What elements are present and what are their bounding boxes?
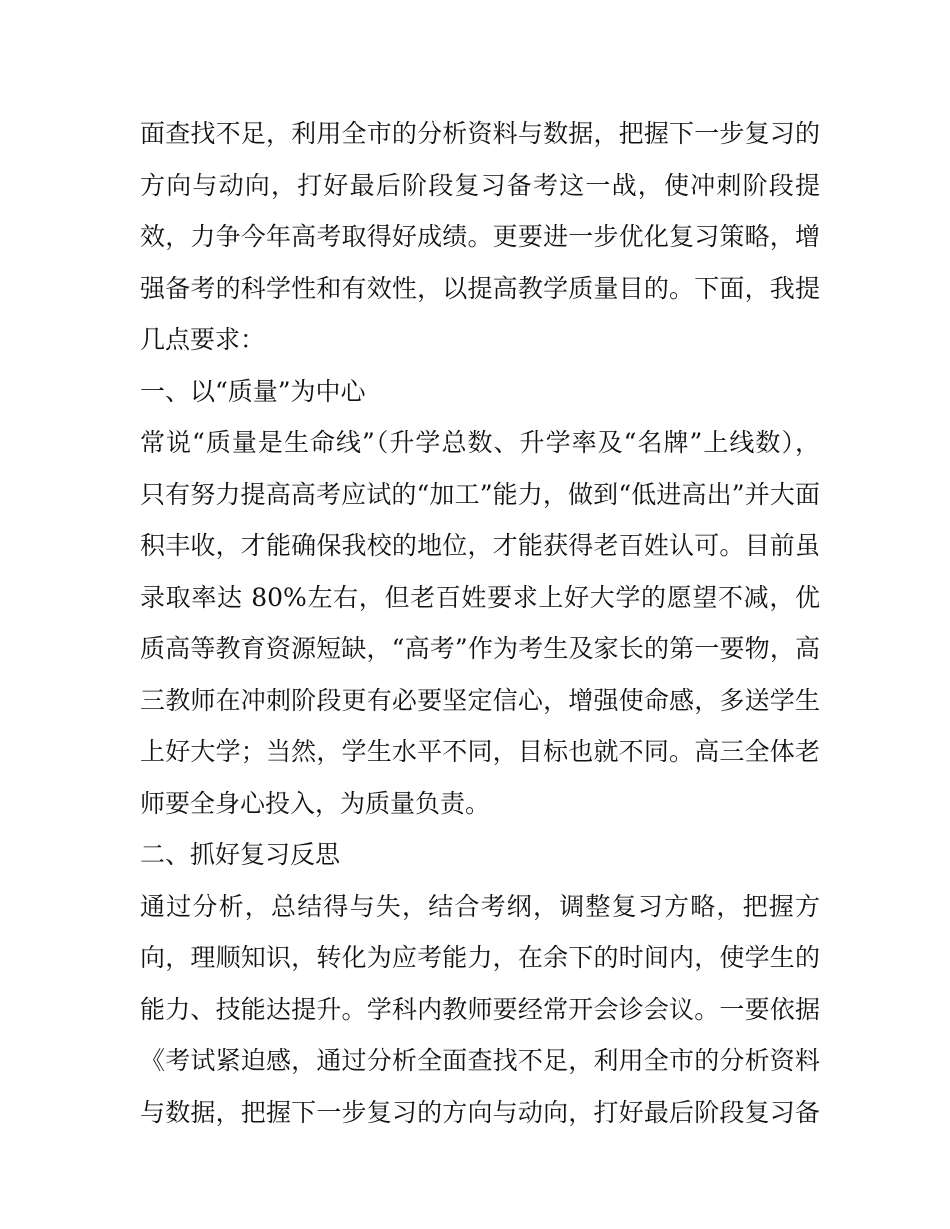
text-line: 强备考的科学性和有效性，以提高教学质量目的。下面，我提 [140, 273, 820, 303]
text-line: 质高等教育资源短缺，“高考”作为考生及家长的第一要物，高 [140, 634, 820, 663]
section-heading: 一、以“质量”为中心 [140, 376, 366, 406]
text-line: 能力、技能达提升。学科内教师要经常开会诊会议。一要依据 [140, 994, 820, 1024]
text-line: 三教师在冲刺阶段更有必要坚定信心，增强使命感，多送学生 [140, 685, 820, 715]
text-line: 方向与动向，打好最后阶段复习备考这一战，使冲刺阶段提 [140, 170, 820, 200]
text-line: 向，理顺知识，转化为应考能力，在余下的时间内，使学生的 [140, 943, 820, 972]
text-line: 几点要求： [140, 325, 266, 354]
text-line: 与数据，把握下一步复习的方向与动向，打好最后阶段复习备 [140, 1097, 820, 1127]
text-line: 只有努力提高高考应试的“加工”能力，做到“低进高出”并大面 [140, 479, 820, 509]
text-line: 师要全身心投入，为质量负责。 [140, 788, 491, 818]
text-line: 《考试紧迫感，通过分析全面查找不足，利用全市的分析资料 [140, 1046, 820, 1075]
text-line: 积丰收，才能确保我校的地位，才能获得老百姓认可。目前虽 [140, 531, 820, 560]
section-heading: 二、抓好复习反思 [140, 840, 341, 869]
text-line: 录取率达 80%左右，但老百姓要求上好大学的愿望不减，优 [140, 582, 820, 612]
body-text [140, 108, 820, 1138]
text-line: 上好大学；当然，学生水平不同，目标也就不同。高三全体老 [140, 737, 820, 766]
text-line: 面查找不足，利用全市的分析资料与数据，把握下一步复习的 [140, 119, 820, 148]
text-line: 常说“质量是生命线”（升学总数、升学率及“名牌”上线数）， [140, 428, 820, 457]
text-line: 效，力争今年高考取得好成绩。更要进一步优化复习策略，增 [140, 222, 820, 251]
text-line: 通过分析，总结得与失，结合考纲，调整复习方略，把握方 [140, 891, 820, 921]
